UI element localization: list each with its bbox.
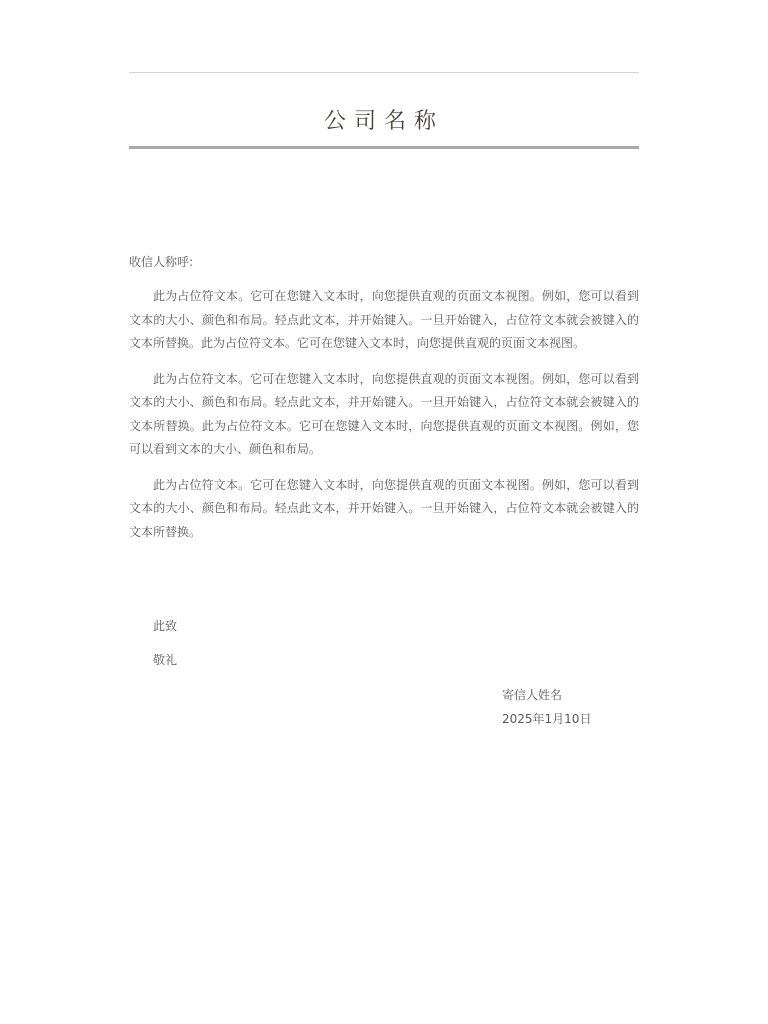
recipient-salutation[interactable]: 收信人称呼: — [129, 255, 194, 269]
letter-date[interactable]: 2025年1月10日 — [502, 712, 592, 726]
header-top-rule — [129, 72, 639, 73]
header-bottom-rule — [129, 146, 639, 149]
letter-body[interactable] — [129, 285, 639, 556]
sender-name[interactable]: 寄信人姓名 — [502, 688, 563, 702]
closing-line-2[interactable]: 敬礼 — [153, 653, 178, 667]
body-paragraph[interactable]: 此为占位符文本。它可在您键入文本时，向您提供直观的页面文本视图。例如，您可以看到文本的大小、颜色和布局。轻点此文本，并开始键入。一旦开始键入，占位符文本就会被键入的文本所替换。 — [129, 477, 639, 539]
body-paragraph[interactable]: 此为占位符文本。它可在您键入文本时，向您提供直观的页面文本视图。例如，您可以看到文本的大小、颜色和布局。轻点此文本，并开始键入。一旦开始键入，占位符文本就会被键入的文本所替换。此为占位符文本。它可在您键入文本时，向您提供直观的页面文本视图。 — [129, 289, 639, 350]
closing-line-1[interactable]: 此致 — [153, 619, 178, 633]
body-paragraph[interactable]: 此为占位符文本。它可在您键入文本时，向您提供直观的页面文本视图。例如，您可以看到文本的大小、颜色和布局。轻点此文本，并开始键入。一旦开始键入，占位符文本就会被键入的文本所替换。此为占位符文本。它可在您键入文本时，向您提供直观的页面文本视图。例如，您可以看到文本的大小、颜色和布局。 — [129, 371, 639, 456]
company-name-title[interactable]: 公司名称 — [323, 109, 444, 134]
